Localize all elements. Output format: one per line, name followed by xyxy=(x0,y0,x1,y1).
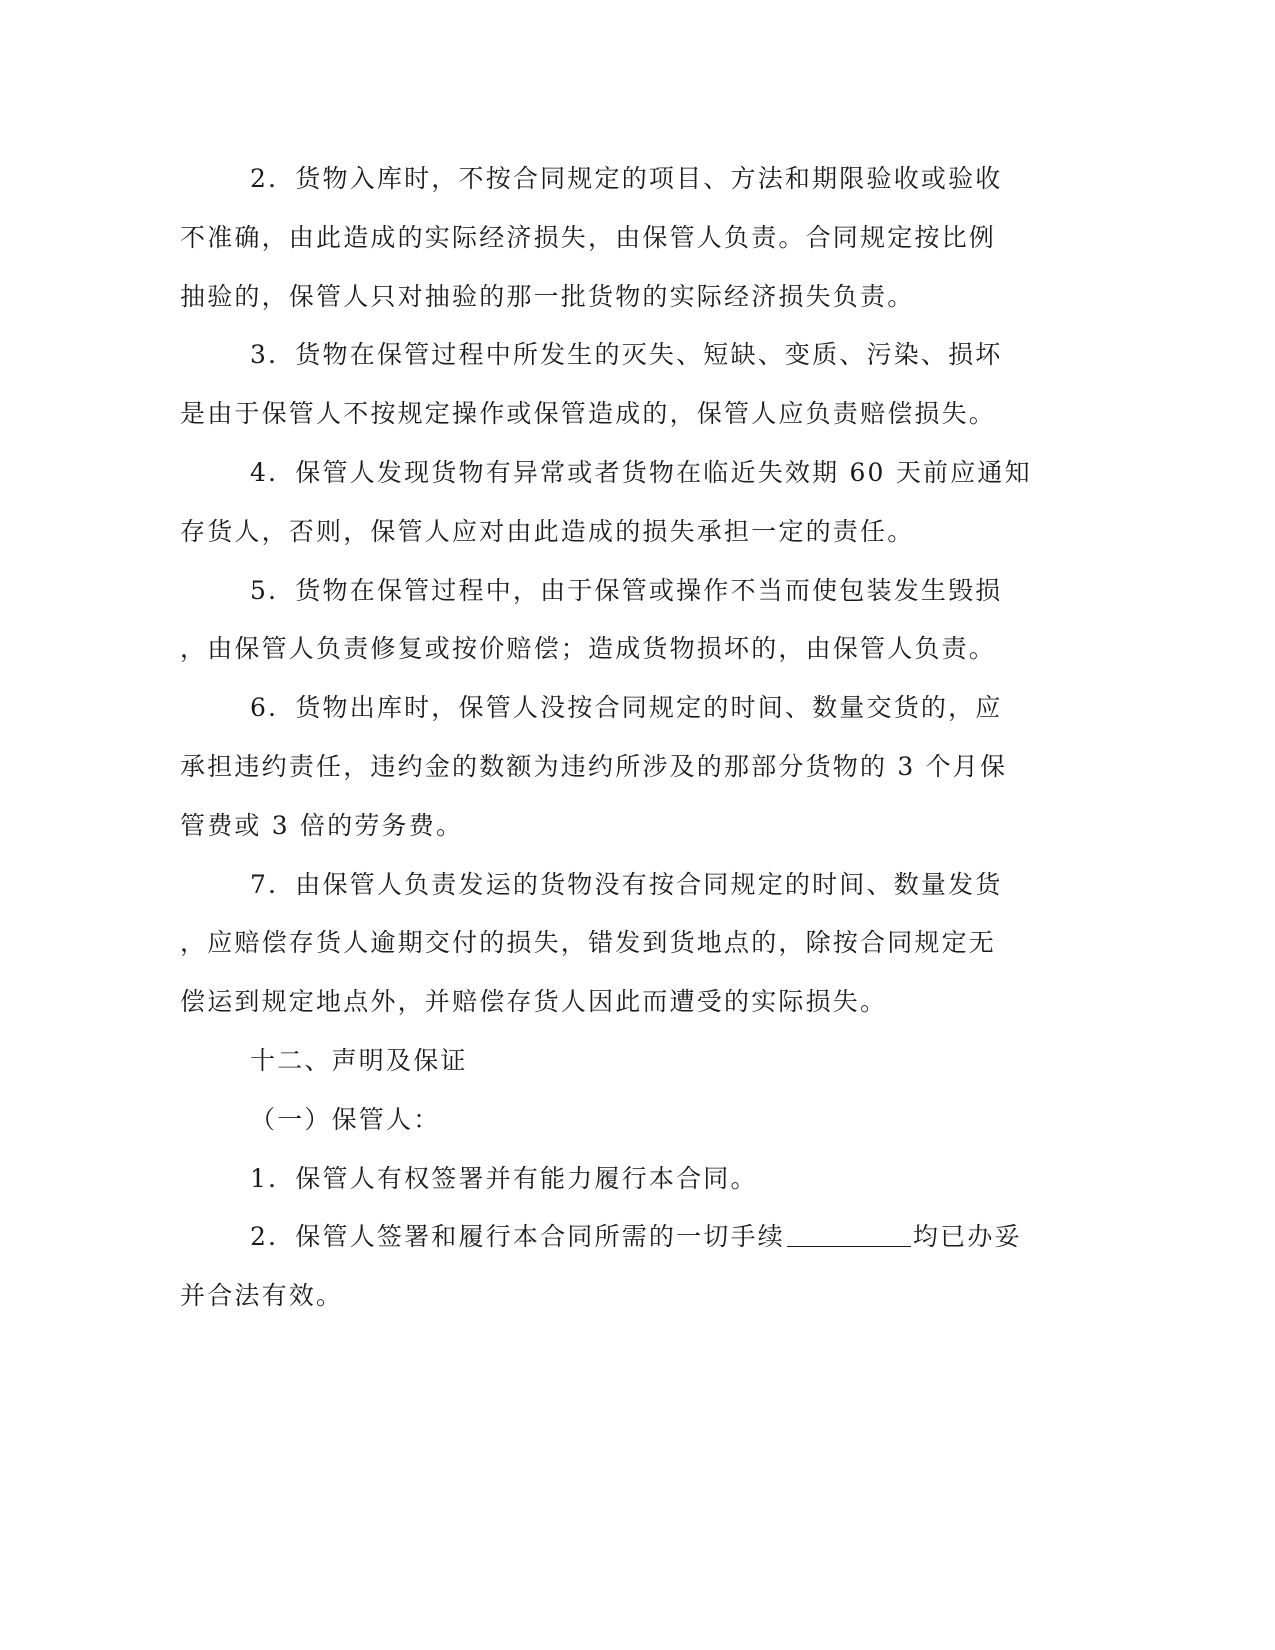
text-line: 管费或 3 倍的劳务费。 xyxy=(180,810,464,840)
section-heading: 十二、声明及保证 xyxy=(250,1045,468,1075)
text-line: 6．货物出库时，保管人没按合同规定的时间、数量交货的，应 xyxy=(250,693,1003,723)
text-line: 偿运到规定地点外，并赔偿存货人因此而遭受的实际损失。 xyxy=(180,987,888,1017)
clause-2 xyxy=(180,1208,1080,1326)
fill-in-blank xyxy=(787,1220,911,1247)
paragraph-item-4 xyxy=(180,444,1080,562)
text-line: 7．由保管人负责发运的货物没有按合同规定的时间、数量发货 xyxy=(250,869,1003,899)
text-line: 抽验的，保管人只对抽验的那一批货物的实际经济损失负责。 xyxy=(180,281,915,311)
text-line: 2．货物入库时，不按合同规定的项目、方法和期限验收或验收 xyxy=(250,164,1003,193)
text-line: 承担违约责任，违约金的数额为违约所涉及的那部分货物的 3 个月保 xyxy=(180,751,1008,781)
document-body xyxy=(180,150,1080,1326)
text-line: ，由保管人负责修复或按价赔偿；造成货物损坏的，由保管人负责。 xyxy=(180,634,997,664)
text-line: 4．保管人发现货物有异常或者货物在临近失效期 60 天前应通知 xyxy=(250,457,1032,487)
text-line: 是由于保管人不按规定操作或保管造成的，保管人应负责赔偿损失。 xyxy=(180,399,997,429)
text-line: 5．货物在保管过程中，由于保管或操作不当而使包装发生毁损 xyxy=(250,575,1003,605)
clause-1: 1．保管人有权签署并有能力履行本合同。 xyxy=(250,1163,758,1193)
clause-2-text-before-blank: 2．保管人签署和履行本合同所需的一切手续 xyxy=(250,1222,785,1252)
text-line xyxy=(180,1208,1080,1267)
paragraph-item-2 xyxy=(180,150,1080,326)
text-line: 存货人，否则，保管人应对由此造成的损失承担一定的责任。 xyxy=(180,516,915,546)
text-line: ，应赔偿存货人逾期交付的损失，错发到货地点的，除按合同规定无 xyxy=(180,928,997,958)
text-line: 不准确，由此造成的实际经济损失，由保管人负责。合同规定按比例 xyxy=(180,222,997,252)
text-line: 3．货物在保管过程中所发生的灭失、短缺、变质、污染、损坏 xyxy=(250,340,1003,370)
paragraph-item-3 xyxy=(180,326,1080,444)
paragraph-item-7 xyxy=(180,856,1080,1032)
paragraph-item-5 xyxy=(180,562,1080,680)
clause-2-text-after-blank: 均已办妥 xyxy=(912,1222,1022,1252)
sub-heading: （一）保管人： xyxy=(250,1104,441,1134)
paragraph-item-6 xyxy=(180,679,1080,855)
text-line: 并合法有效。 xyxy=(180,1281,344,1311)
